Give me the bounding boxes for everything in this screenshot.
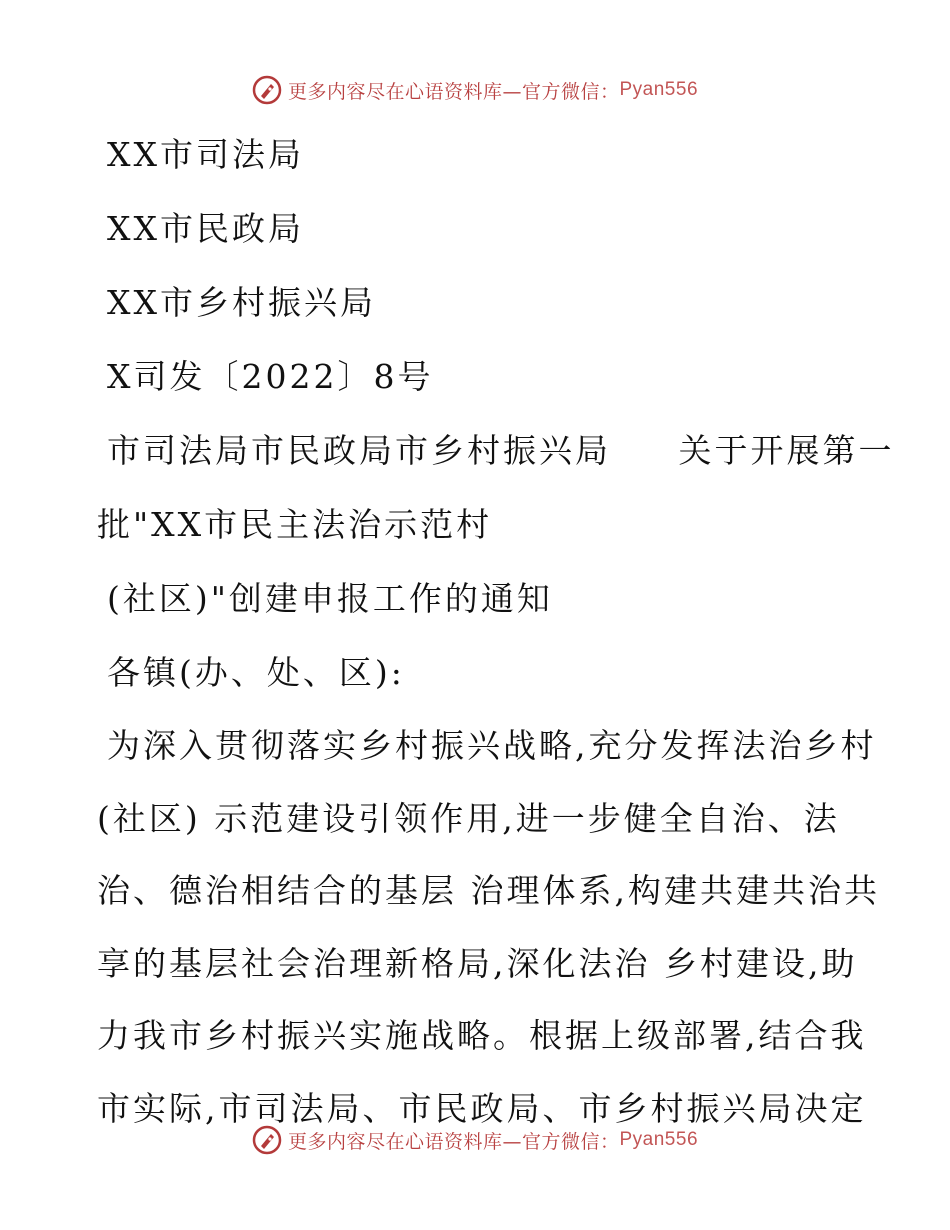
- title-line: 批"XX市民主法治示范村: [97, 505, 493, 544]
- body-line: 治、德治相结合的基层 治理体系,构建共建共治共: [97, 871, 880, 910]
- body-line: 力我市乡村振兴实施战略。根据上级部署,结合我: [97, 1016, 867, 1055]
- salutation: 各镇(办、处、区):: [107, 653, 405, 692]
- sender-line: XX市乡村振兴局: [107, 283, 376, 322]
- title-line: 市司法局市民政局市乡村振兴局 关于开展第一: [107, 431, 895, 470]
- body-line: 为深入贯彻落实乡村振兴战略,充分发挥法治乡村: [107, 726, 877, 765]
- pen-nib-logo-icon: [252, 75, 282, 105]
- watermark-wechat-id: Pyan556: [619, 1129, 699, 1150]
- footer-watermark: [0, 1120, 950, 1160]
- document-number: X司发〔2022〕8号: [107, 357, 434, 396]
- body-line: 享的基层社会治理新格局,深化法治 乡村建设,助: [97, 943, 858, 983]
- body-line: (社区) 示范建设引领作用,进一步健全自治、法: [97, 798, 840, 838]
- body-line: 市实际,市司法局、市民政局、市乡村振兴局决定: [97, 1088, 867, 1128]
- sender-line: XX市司法局: [107, 135, 304, 174]
- sender-line: XX市民政局: [107, 209, 304, 248]
- header-watermark: [0, 70, 950, 110]
- watermark-wechat-id: Pyan556: [619, 79, 699, 100]
- document-body: [97, 118, 895, 1145]
- body-paragraph: [97, 710, 880, 1145]
- watermark-text: 更多内容尽在心语资料库—官方微信：: [287, 80, 620, 103]
- watermark-text: 更多内容尽在心语资料库—官方微信：: [287, 1130, 620, 1153]
- pen-nib-logo-icon: [252, 1125, 282, 1155]
- title-line: (社区)"创建申报工作的通知: [107, 579, 553, 618]
